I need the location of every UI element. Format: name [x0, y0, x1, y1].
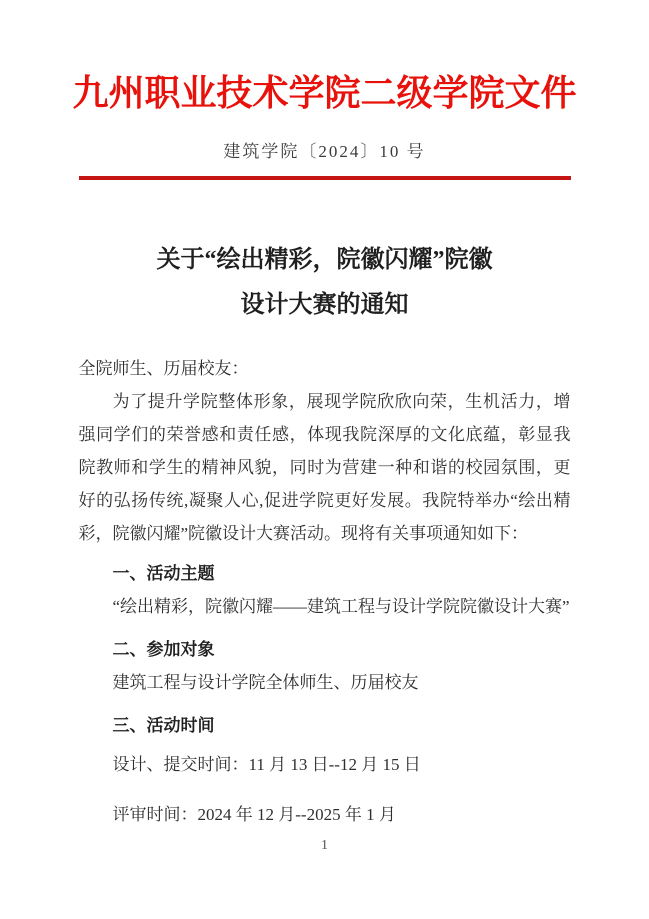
intro-paragraph: 为了提升学院整体形象，展现学院欣欣向荣，生机活力，增强同学们的荣誉感和责任感，体现我院深厚的文化底蕴，彰显我院教师和学生的精神风貌，同时为营建一种和谐的校园氛围，更好的弘扬传统,凝聚人心,促进学院更好发展。我院特举办“绘出精彩，院徽闪耀”院徽设计大赛活动。现将有关事项通知如下：: [78, 392, 571, 543]
letterhead-title: 九州职业技术学院二级学院文件: [72, 73, 577, 113]
salutation: 全院师生、历届校友：: [78, 359, 249, 378]
section-heading-participants: 二、参加对象: [112, 640, 215, 659]
section-heading-activity-time: 三、活动时间: [112, 716, 215, 735]
red-separator-line: [79, 176, 571, 180]
notice-title-line-1: 关于“绘出精彩，院徽闪耀”院徽: [156, 247, 493, 273]
page-number: 1: [321, 838, 328, 853]
notice-body: [79, 352, 571, 831]
notice-title-line-2: 设计大赛的通知: [240, 292, 409, 318]
document-number: 建筑学院〔2024〕10 号: [223, 142, 426, 161]
section-heading-activity-theme: 一、活动主题: [112, 564, 215, 583]
design-submission-time-line: 设计、提交时间：11 月 13 日--12 月 15 日: [112, 755, 421, 774]
section-text-activity-theme: “绘出精彩，院徽闪耀——建筑工程与设计学院院徽设计大赛”: [112, 597, 570, 616]
section-text-participants: 建筑工程与设计学院全体师生、历届校友: [112, 673, 419, 692]
review-time-line: 评审时间：2024 年 12 月--2025 年 1 月: [112, 805, 396, 824]
notice-title: [0, 238, 649, 328]
